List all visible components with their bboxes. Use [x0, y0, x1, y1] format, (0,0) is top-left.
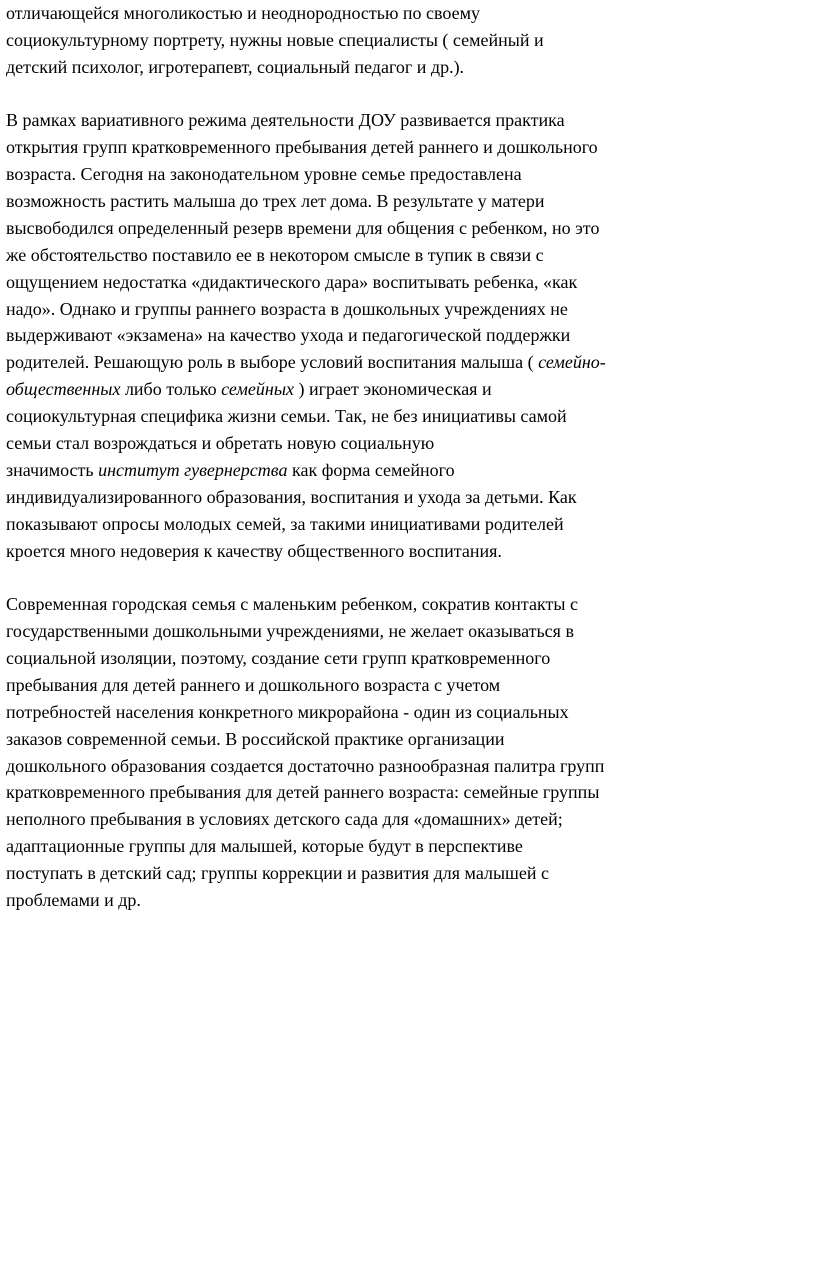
text-line: возможность растить малыша до трех лет дома. В результате у матери	[6, 190, 545, 211]
text-line: кратковременного пребывания для детей раннего возраста: семейные группы	[6, 782, 600, 803]
text-line: отличающейся многоликостью и неоднородностью по своему	[6, 3, 481, 23]
document-body	[6, 0, 816, 914]
text-line	[6, 457, 816, 484]
italic-term: институт гувернерства	[98, 460, 288, 480]
text-line: надо». Однако и группы раннего возраста в дошкольных учреждениях не	[6, 298, 568, 319]
text-line: пребывания для детей раннего и дошкольного возраста с учетом	[6, 674, 501, 695]
text-line: детский психолог, игротерапевт, социальный педагог и др.).	[6, 56, 465, 77]
paragraph-spacer	[6, 81, 816, 108]
text-line: кроется много недоверия к качеству общественного воспитания.	[6, 540, 502, 561]
text-line: государственными дошкольными учреждениями, не желает оказываться в	[6, 621, 574, 642]
text-line: проблемами и др.	[6, 890, 141, 911]
text-line: выдерживают «экзамена» на качество ухода и педагогической поддержки	[6, 325, 571, 346]
paragraph-spacer	[6, 565, 816, 592]
text-line: Современная городская семья с маленьким ребенком, сократив контакты с	[6, 594, 578, 615]
text-run: ) играет экономическая и	[294, 379, 492, 400]
text-line: ощущением недостатка «дидактического дара» воспитывать ребенка, «как	[6, 271, 578, 292]
text-line: индивидуализированного образования, воспитания и ухода за детьми. Как	[6, 486, 577, 507]
italic-term: семейных	[221, 379, 295, 400]
text-line: высвободился определенный резерв времени для общения с ребенком, но это	[6, 217, 600, 238]
text-line	[6, 349, 816, 376]
text-line: социокультурному портрету, нужны новые специалисты ( семейный и	[6, 29, 544, 50]
text-line	[6, 376, 816, 403]
text-line: возраста. Сегодня на законодательном уровне семье предоставлена	[6, 164, 522, 185]
text-line: показывают опросы молодых семей, за такими инициативами родителей	[6, 513, 564, 534]
text-run: родителей. Решающую роль в выборе условий воспитания малыша (	[6, 352, 539, 373]
text-run: либо только	[120, 379, 222, 400]
text-line: дошкольного образования создается достаточно разнообразная палитра групп	[6, 755, 605, 776]
paragraph-1	[6, 0, 816, 81]
text-line: В рамках вариативного режима деятельности ДОУ развивается практика	[6, 110, 565, 131]
text-line: социальной изоляции, поэтому, создание сети групп кратковременного	[6, 647, 551, 668]
italic-term: общественных	[6, 379, 121, 400]
paragraph-2	[6, 107, 816, 564]
text-run: значимость	[6, 460, 99, 480]
text-line: поступать в детский сад; группы коррекции и развития для малышей с	[6, 863, 550, 884]
paragraph-3	[6, 591, 816, 914]
text-line: же обстоятельство поставило ее в некотором смысле в тупик в связи с	[6, 244, 544, 265]
text-line: потребностей населения конкретного микрорайона - один из социальных	[6, 701, 569, 722]
text-line: социокультурная специфика жизни семьи. Так, не без инициативы самой	[6, 406, 567, 427]
text-run: как форма семейного	[287, 460, 455, 480]
text-line: открытия групп кратковременного пребывания детей раннего и дошкольного	[6, 137, 598, 158]
text-line: адаптационные группы для малышей, которые будут в перспективе	[6, 836, 523, 857]
text-line: заказов современной семьи. В российской практике организации	[6, 728, 505, 749]
text-line: неполного пребывания в условиях детского сада для «домашних» детей;	[6, 809, 563, 830]
text-line: семьи стал возрождаться и обретать новую социальную	[6, 433, 435, 454]
italic-term: семейно-	[538, 352, 606, 373]
